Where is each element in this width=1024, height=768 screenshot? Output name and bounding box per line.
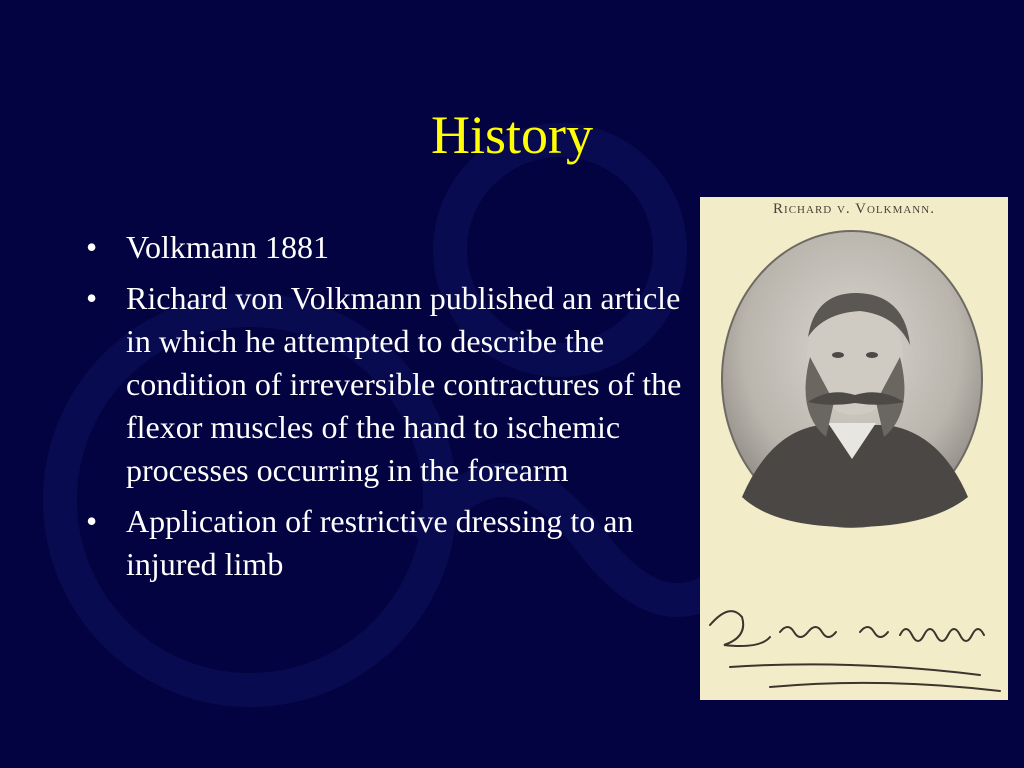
portrait-signature [710,611,1000,691]
portrait-illustration [700,197,1008,700]
bullet-icon: • [86,229,98,265]
bullet-text: Richard von Volkmann published an article in which he attempted to describe the condition of irreversible contractures of the flexor muscles of the hand to ischemic processes occurring in the forearm [126,280,682,488]
bullet-item [86,500,686,586]
portrait-caption: Richard v. Volkmann. [773,201,935,217]
bullet-icon: • [86,280,98,316]
bullet-icon: • [86,503,98,539]
bullet-text: Application of restrictive dressing to an injured limb [126,503,634,582]
portrait-image [700,197,1008,700]
bullet-text: Volkmann 1881 [126,229,329,265]
bullet-item [86,226,686,269]
bullet-item [86,277,686,492]
bullet-list [86,226,686,594]
slide-title: History [431,105,593,165]
